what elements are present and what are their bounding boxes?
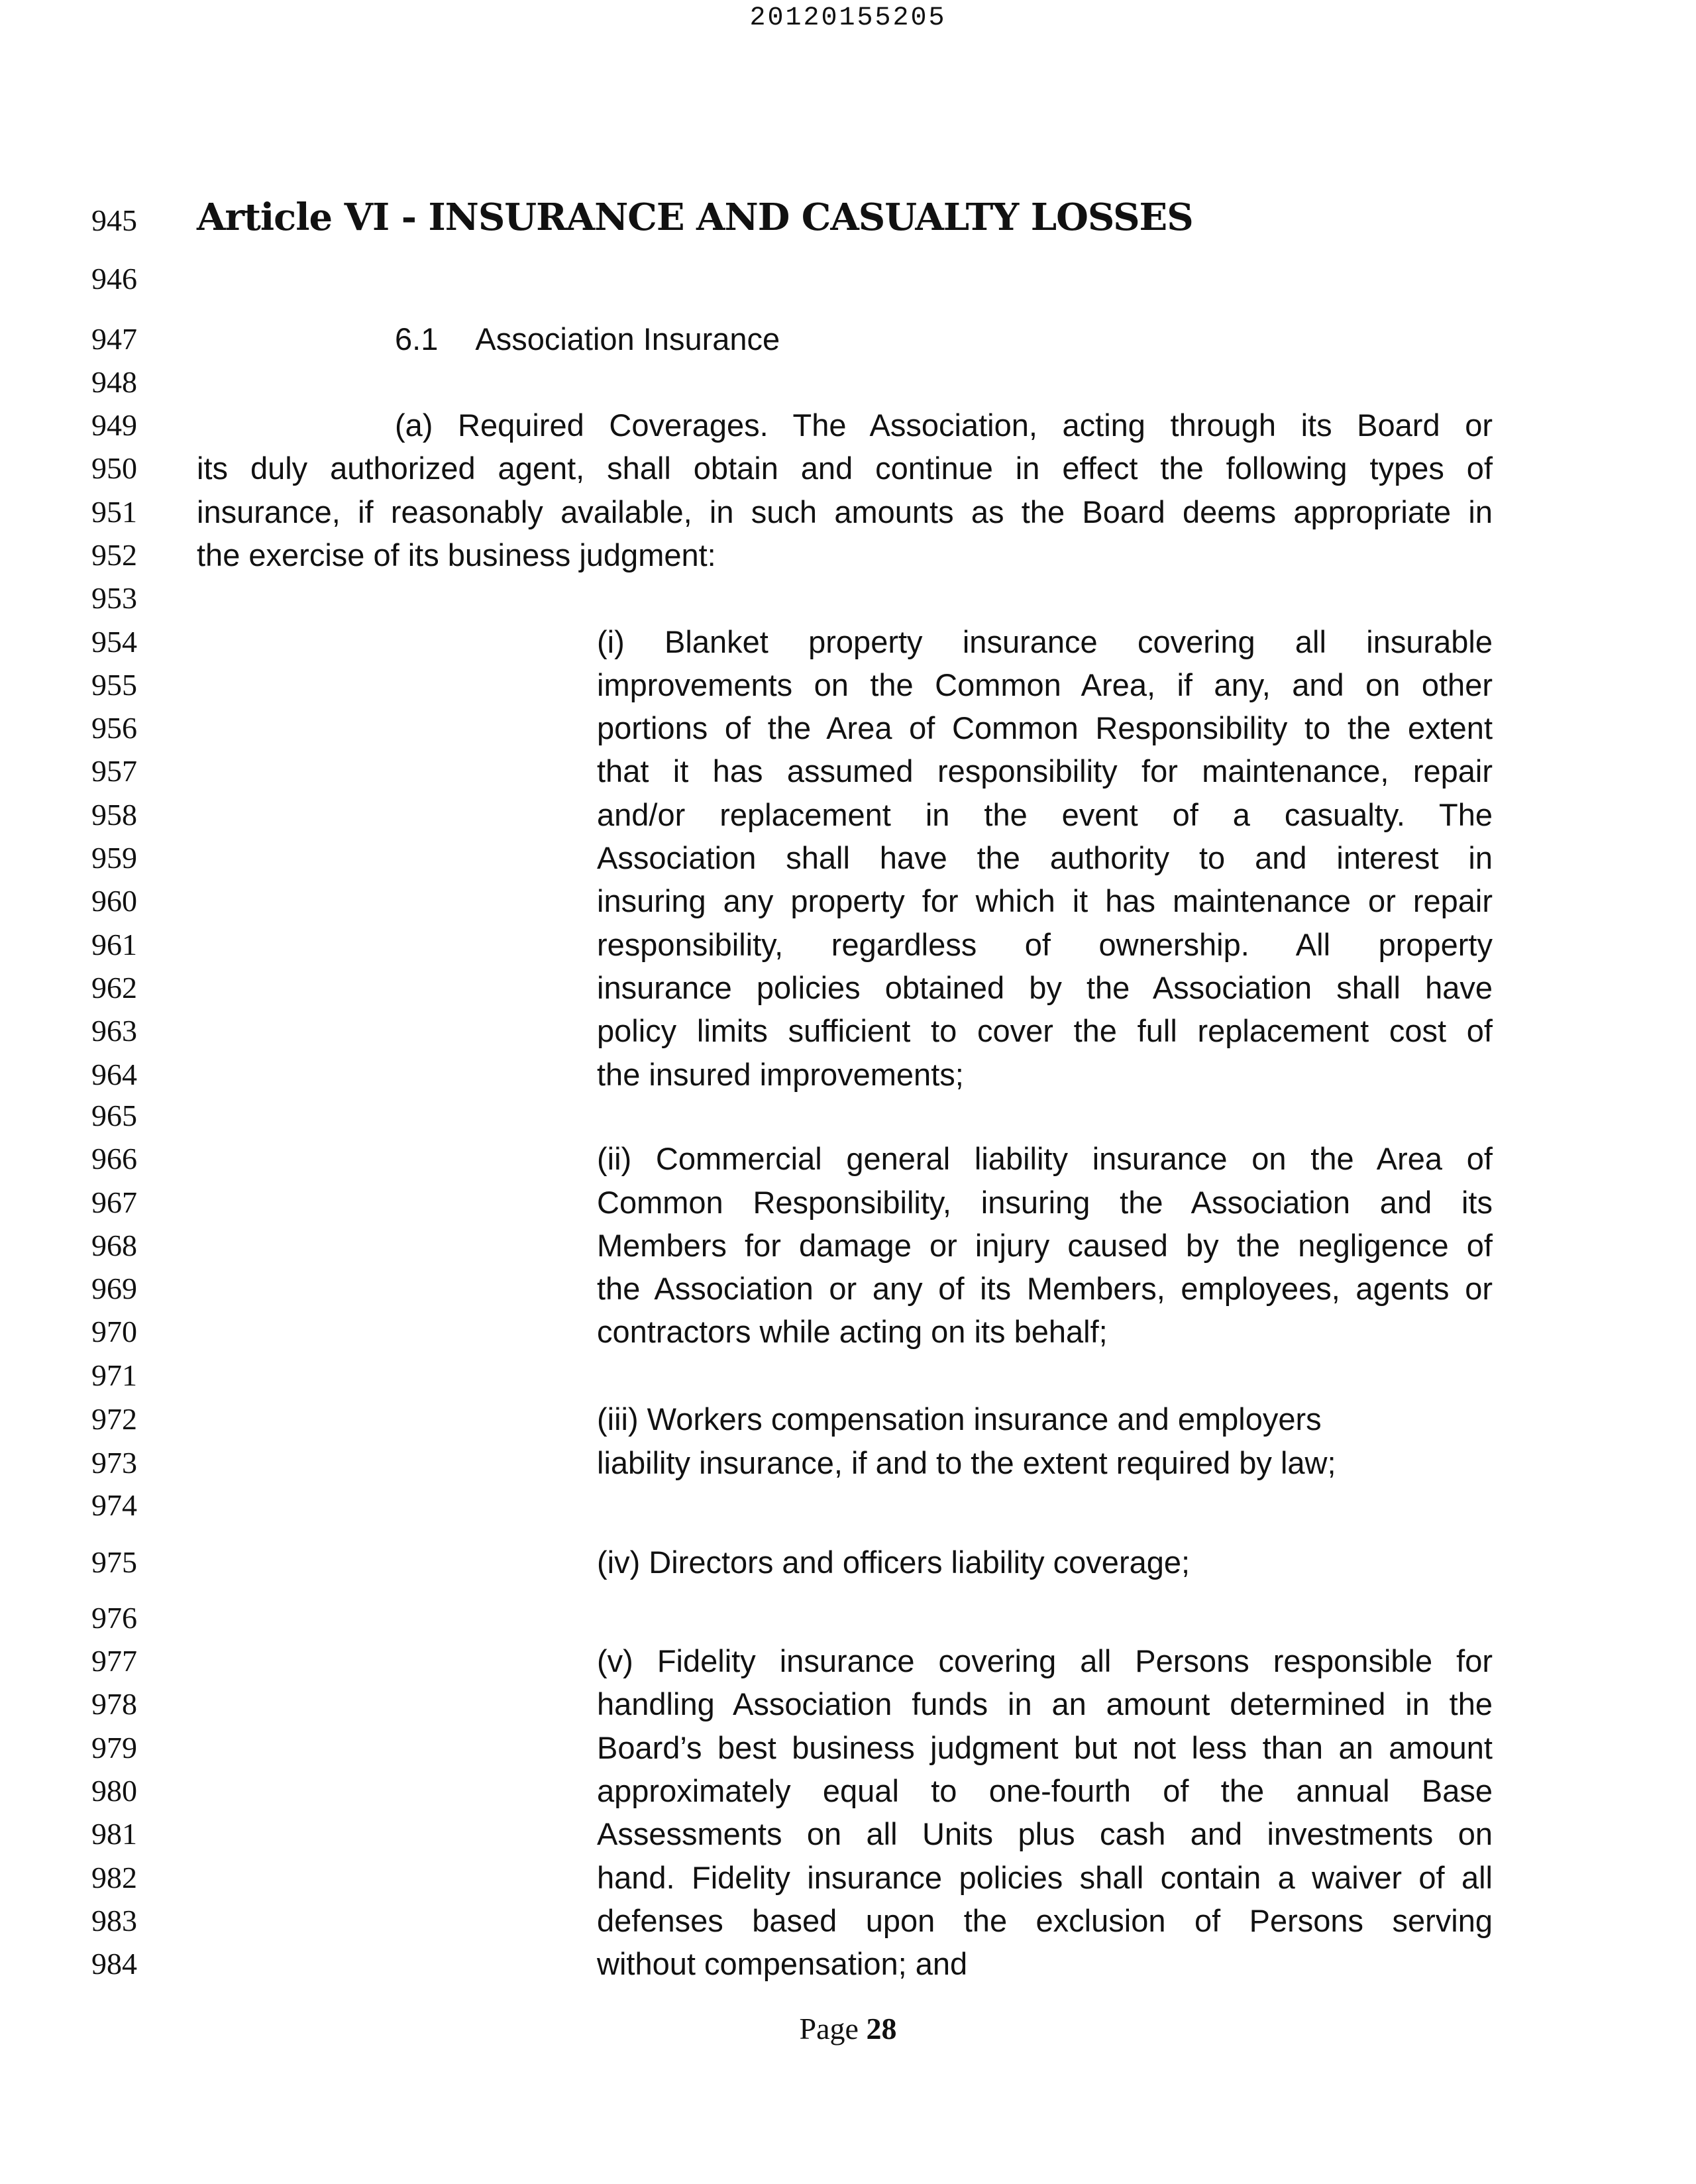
line-number: 959	[91, 841, 137, 875]
line-number: 964	[91, 1057, 137, 1091]
line-number: 945	[91, 203, 137, 237]
text-line: hand. Fidelity insurance policies shall contain a waiver of all	[597, 1859, 1493, 1895]
line-number: 980	[91, 1773, 137, 1808]
article-heading: Article VI - INSURANCE AND CASUALTY LOSSES	[197, 195, 1193, 239]
line-number: 965	[91, 1099, 137, 1132]
line-number: 962	[91, 970, 137, 1005]
line-number: 973	[91, 1446, 137, 1480]
text-line: portions of the Area of Common Responsibility to the extent	[597, 710, 1493, 746]
page-number: 28	[866, 2012, 897, 2046]
text-line: approximately equal to one-fourth of the annual Base	[597, 1773, 1493, 1808]
text-line: policy limits sufficient to cover the full replacement cost of	[597, 1013, 1493, 1049]
text-line: its duly authorized agent, shall obtain and continue in effect the following types of	[197, 451, 1493, 486]
line-number: 984	[91, 1947, 137, 1981]
text-line: handling Association funds in an amount determined in the	[597, 1686, 1493, 1722]
text-line: (v) Fidelity insurance covering all Persons responsible for	[597, 1643, 1493, 1678]
text-line: responsibility, regardless of ownership. All property	[597, 926, 1493, 962]
text-line: Board’s best business judgment but not less than an amount	[597, 1729, 1493, 1765]
line-number: 955	[91, 667, 137, 702]
text-line: contractors while acting on its behalf;	[597, 1314, 1108, 1349]
line-number: 974	[91, 1488, 137, 1522]
line-number: 971	[91, 1358, 137, 1392]
section-title: Association Insurance	[475, 321, 780, 356]
text-line: Association shall have the authority to and interest in	[597, 840, 1493, 875]
line-number: 972	[91, 1402, 137, 1436]
line-number: 958	[91, 797, 137, 832]
page-label: Page	[799, 2012, 859, 2046]
text-line: insurance policies obtained by the Association shall have	[597, 969, 1493, 1005]
text-line: insurance, if reasonably available, in such amounts as the Board deems appropriate in	[197, 494, 1493, 529]
text-line: the Association or any of its Members, employees, agents or	[597, 1271, 1493, 1306]
text-line: Common Responsibility, insuring the Association and its	[597, 1185, 1493, 1220]
line-number: 956	[91, 711, 137, 745]
text-line: Members for damage or injury caused by the negligence of	[597, 1228, 1493, 1263]
section-heading	[395, 319, 780, 359]
line-number: 975	[91, 1545, 137, 1579]
text-line: (a) Required Coverages. The Association, acting through its Board or	[395, 408, 1493, 443]
line-number: 961	[91, 927, 137, 961]
text-line: the insured improvements;	[597, 1056, 964, 1092]
text-line: (ii) Commercial general liability insurance on the Area of	[597, 1141, 1493, 1176]
text-line: and/or replacement in the event of a casualty. The	[597, 796, 1493, 832]
text-line: defenses based upon the exclusion of Persons serving	[597, 1902, 1493, 1938]
text-line: the exercise of its business judgment:	[197, 537, 716, 573]
text-line: (iii) Workers compensation insurance and employers	[597, 1401, 1322, 1437]
text-line: (i) Blanket property insurance covering all insurable	[597, 624, 1493, 659]
line-number: 969	[91, 1272, 137, 1305]
line-number: 978	[91, 1687, 137, 1721]
line-number: 947	[91, 322, 137, 356]
document-number: 20120155205	[749, 3, 947, 33]
line-number: 948	[91, 365, 137, 399]
text-line: liability insurance, if and to the extent required by law;	[597, 1445, 1336, 1480]
line-number: 957	[91, 754, 137, 789]
text-line: without compensation; and	[597, 1946, 968, 1982]
text-line: improvements on the Common Area, if any, and on other	[597, 667, 1493, 702]
line-number: 953	[91, 581, 137, 616]
text-line: insuring any property for which it has maintenance or repair	[597, 883, 1493, 919]
line-number: 949	[91, 408, 137, 442]
line-number: 954	[91, 624, 137, 659]
line-number: 967	[91, 1185, 137, 1219]
line-number: 963	[91, 1014, 137, 1048]
line-number: 976	[91, 1601, 137, 1635]
text-line: Assessments on all Units plus cash and investments on	[597, 1816, 1493, 1852]
line-number: 977	[91, 1644, 137, 1678]
line-number: 979	[91, 1730, 137, 1765]
line-number: 981	[91, 1817, 137, 1851]
line-number: 950	[91, 451, 137, 486]
line-number: 952	[91, 537, 137, 572]
line-number: 951	[91, 494, 137, 529]
line-number: 966	[91, 1142, 137, 1175]
line-number: 983	[91, 1903, 137, 1938]
line-number: 960	[91, 884, 137, 918]
page-footer	[0, 2011, 1696, 2046]
section-number: 6.1	[395, 321, 439, 356]
text-line: (iv) Directors and officers liability coverage;	[597, 1545, 1191, 1580]
text-line: that it has assumed responsibility for maintenance, repair	[597, 753, 1493, 789]
line-number: 968	[91, 1228, 137, 1262]
line-number: 970	[91, 1315, 137, 1348]
line-number: 946	[91, 262, 137, 296]
line-number: 982	[91, 1860, 137, 1894]
